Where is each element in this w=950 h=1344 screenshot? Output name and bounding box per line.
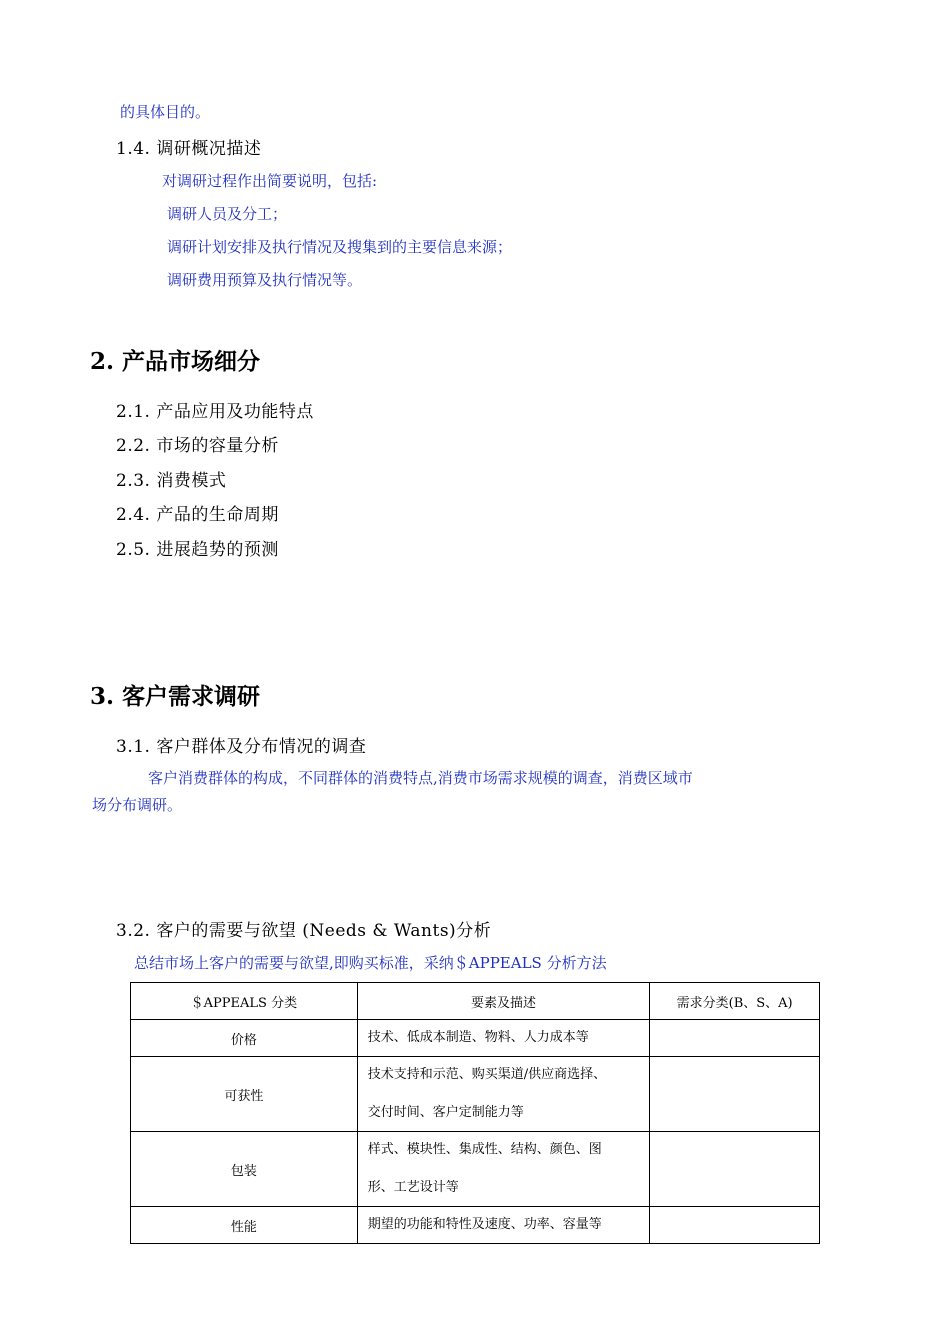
list-item: 调研人员及分工；	[167, 205, 288, 223]
description-line: 样式、模块性、集成性、结构、颜色、图	[367, 1142, 602, 1157]
description-line: 技术、低成本制造、物料、人力成本等	[367, 1030, 589, 1045]
category-cell: 性能	[131, 1207, 358, 1244]
subheading-2-5: 2.5. 进展趋势的预测	[116, 540, 279, 560]
subheading-2-3: 2.3. 消费模式	[116, 471, 227, 491]
subheading-1-4: 1.4. 调研概况描述	[116, 139, 262, 159]
paragraph-intro: 对调研过程作出简要说明，包括:	[162, 172, 378, 190]
paragraph-line: 客户消费群体的构成，不同群体的消费特点,消费市场需求规模的调查，消费区域市	[148, 769, 693, 787]
paragraph-intro: 总结市场上客户的需要与欲望,即购买标准，采纳＄APPEALS 分析方法	[134, 954, 607, 972]
subheading-2-1: 2.1. 产品应用及功能特点	[116, 402, 314, 422]
subheading-2-2: 2.2. 市场的容量分析	[116, 436, 279, 456]
description-cell	[357, 1207, 650, 1244]
list-item: 调研费用预算及执行情况等。	[167, 271, 363, 289]
subheading-3-1: 3.1. 客户群体及分布情况的调查	[116, 737, 367, 757]
description-cell	[357, 1057, 650, 1132]
section-3-title: 3. 客户需求调研	[90, 683, 261, 710]
category-cell: 价格	[131, 1020, 358, 1057]
description-line: 形、工艺设计等	[367, 1180, 459, 1195]
section-2-title: 2. 产品市场细分	[90, 348, 261, 375]
table-row	[131, 1057, 820, 1132]
classification-cell	[650, 1057, 820, 1132]
subheading-2-4: 2.4. 产品的生命周期	[116, 505, 279, 525]
category-cell: 包装	[131, 1132, 358, 1207]
column-header: 需求分类(B、S、A)	[650, 983, 820, 1020]
description-line: 期望的功能和特性及速度、功率、容量等	[367, 1217, 602, 1232]
classification-cell	[650, 1132, 820, 1207]
table-header-row	[131, 983, 820, 1020]
category-cell: 可获性	[131, 1057, 358, 1132]
column-header: ＄APPEALS 分类	[131, 983, 358, 1020]
appeals-table	[130, 982, 820, 1244]
table-row	[131, 1207, 820, 1244]
description-cell	[357, 1132, 650, 1207]
list-item: 调研计划安排及执行情况及搜集到的主要信息来源；	[167, 238, 513, 256]
description-cell	[357, 1020, 650, 1057]
column-header: 要素及描述	[357, 983, 650, 1020]
paragraph-line: 场分布调研。	[92, 796, 183, 814]
continuation-text: 的具体目的。	[120, 103, 211, 121]
classification-cell	[650, 1207, 820, 1244]
description-line: 技术支持和示范、购买渠道/供应商选择、	[367, 1067, 607, 1082]
classification-cell	[650, 1020, 820, 1057]
table-row	[131, 1132, 820, 1207]
table-row	[131, 1020, 820, 1057]
subheading-3-2: 3.2. 客户的需要与欲望 (Needs & Wants)分析	[116, 921, 492, 941]
description-line: 交付时间、客户定制能力等	[367, 1105, 524, 1120]
